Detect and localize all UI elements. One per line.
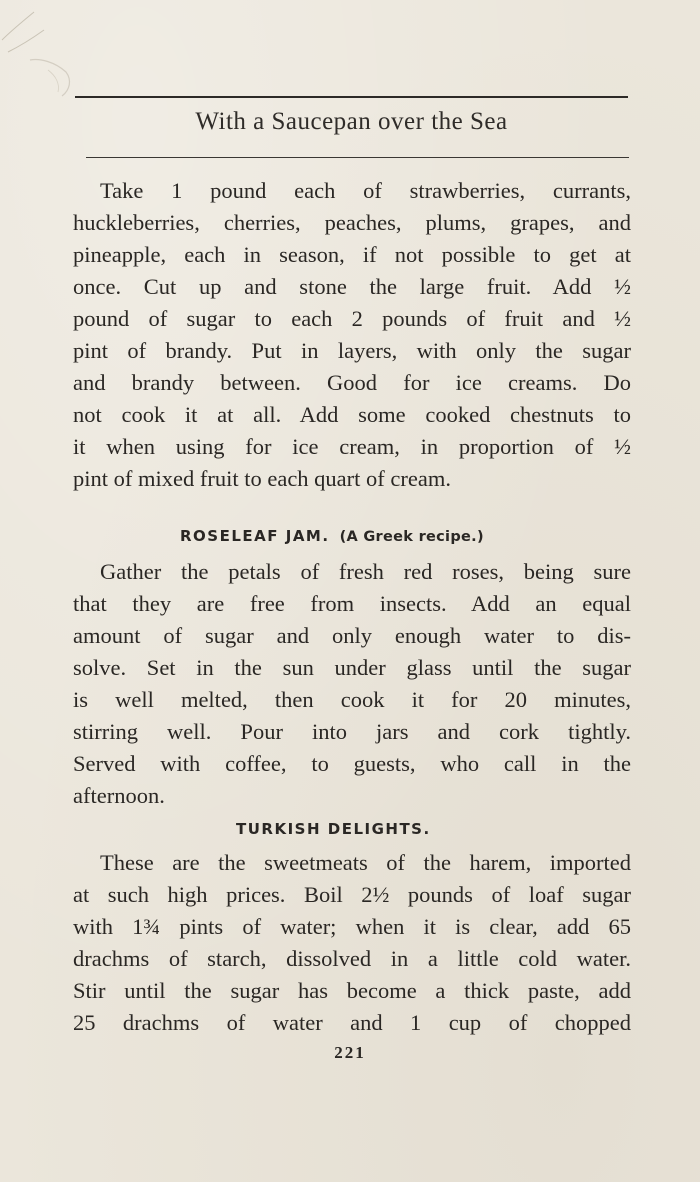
- running-head: With a Saucepan over the Sea: [195, 108, 508, 135]
- section-heading-roseleaf: [180, 527, 484, 545]
- header-rule-top: [75, 96, 628, 98]
- text-line: Gather the petals of fresh red roses, being sure: [100, 559, 631, 584]
- text-line: at such high prices. Boil 2½ pounds of loaf sugar: [73, 882, 631, 907]
- text-line: and brandy between. Good for ice creams. Do: [73, 370, 631, 395]
- text-line: These are the sweetmeats of the harem, imported: [100, 850, 631, 875]
- text-line: amount of sugar and only enough water to dis-: [73, 623, 631, 648]
- paragraph-fruit: [73, 175, 631, 495]
- text-line: not cook it at all. Add some cooked chestnuts to: [73, 402, 631, 427]
- section-heading-turkish: [236, 820, 431, 838]
- paragraph-roseleaf: [73, 556, 631, 812]
- text-line: solve. Set in the sun under glass until the sugar: [73, 655, 631, 680]
- text-line: drachms of starch, dissolved in a little cold water.: [73, 946, 631, 971]
- text-line: pineapple, each in season, if not possible to get at: [73, 242, 631, 267]
- text-line: once. Cut up and stone the large fruit. Add ½: [73, 274, 631, 299]
- text-line: Stir until the sugar has become a thick paste, add: [73, 978, 631, 1003]
- page-number: 221: [334, 1043, 366, 1062]
- header-rule-bottom: [86, 157, 629, 158]
- text-line: it when using for ice cream, in proportion of ½: [73, 434, 631, 459]
- text-line: pint of brandy. Put in layers, with only the sugar: [73, 338, 631, 363]
- text-line: stirring well. Pour into jars and cork tightly.: [73, 719, 631, 744]
- text-line: Take 1 pound each of strawberries, currants,: [100, 178, 631, 203]
- paragraph-turkish: [73, 847, 631, 1039]
- text-line: pound of sugar to each 2 pounds of fruit and ½: [73, 306, 631, 331]
- text-line: afternoon.: [73, 783, 165, 808]
- text-line: that they are free from insects. Add an equal: [73, 591, 631, 616]
- heading-title: ROSELEAF JAM.: [180, 527, 330, 545]
- text-line: is well melted, then cook it for 20 minutes,: [73, 687, 631, 712]
- heading-subtitle: (A Greek recipe.): [339, 529, 484, 545]
- heading-title: TURKISH DELIGHTS.: [236, 820, 431, 838]
- text-line: pint of mixed fruit to each quart of cream.: [73, 466, 451, 491]
- text-line: 25 drachms of water and 1 cup of chopped: [73, 1010, 631, 1035]
- text-line: Served with coffee, to guests, who call in the: [73, 751, 631, 776]
- text-line: huckleberries, cherries, peaches, plums, grapes, and: [73, 210, 631, 235]
- paper-stain-mark: [0, 0, 90, 110]
- text-line: with 1¾ pints of water; when it is clear, add 65: [73, 914, 631, 939]
